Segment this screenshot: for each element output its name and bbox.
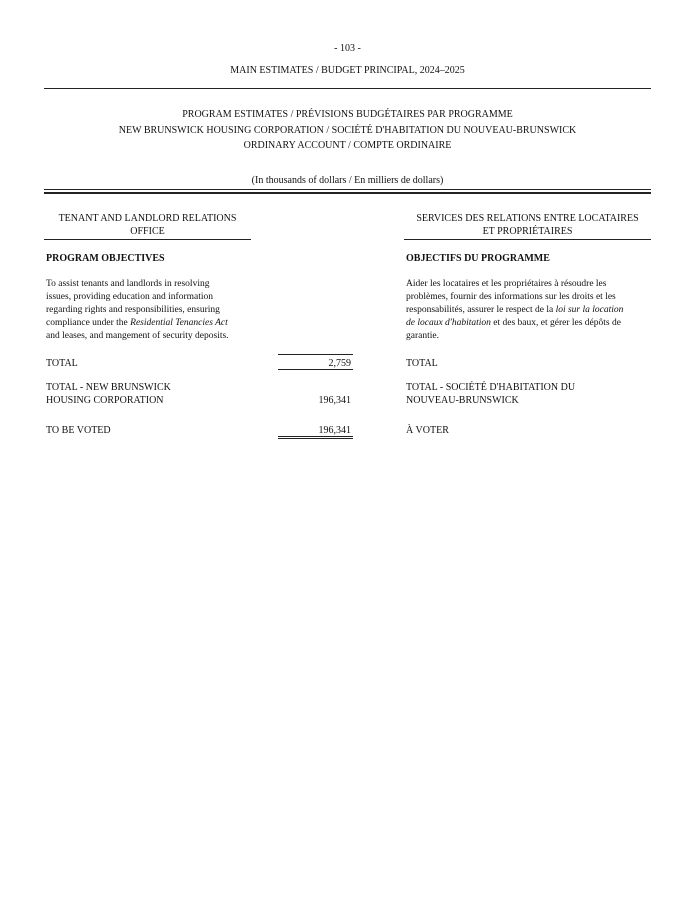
voted-label-en: TO BE VOTED [46, 425, 111, 436]
corp-total-label-fr [406, 381, 575, 407]
objectives-text-fr [406, 278, 651, 343]
total-label-fr: TOTAL [406, 358, 438, 369]
section-heading-en [44, 212, 251, 240]
voted-label-fr: À VOTER [406, 425, 449, 436]
section-heading-en-line2: OFFICE [130, 226, 165, 237]
objectives-text-en [46, 278, 276, 343]
objectives-en-text: compliance under the [46, 318, 131, 328]
total-bottom-rule [278, 369, 353, 370]
units-divider-bottom [44, 192, 651, 194]
section-heading-fr-line1: SERVICES DES RELATIONS ENTRE LOCATAIRES [416, 213, 639, 224]
objectives-fr-text: responsabilités, assurer le respect de la [406, 305, 556, 315]
act-name-fr-part1: loi sur la location [555, 305, 624, 315]
corp-total-fr-line1: TOTAL - SOCIÉTÉ D'HABITATION DU [406, 382, 576, 393]
corp-total-label-en [46, 381, 171, 407]
objectives-en-line: issues, providing education and information [46, 292, 214, 302]
total-value: 2,759 [328, 358, 351, 369]
units-divider-top [44, 189, 651, 190]
voted-rule-1 [278, 436, 353, 437]
objectives-fr-line [406, 304, 651, 317]
objectives-title-en: PROGRAM OBJECTIVES [46, 253, 165, 264]
objectives-en-line: To assist tenants and landlords in resolving [46, 279, 210, 289]
objectives-fr-line [406, 317, 651, 330]
objectives-fr-text: et des baux, et gérer les dépôts de [490, 318, 621, 328]
heading-program-estimates: PROGRAM ESTIMATES / PRÉVISIONS BUDGÉTAIRES PAR PROGRAMME [182, 109, 513, 120]
act-name-fr-part2: de locaux d'habitation [406, 318, 491, 328]
units-note: (In thousands of dollars / En milliers de dollars) [251, 175, 444, 186]
heading-corporation: NEW BRUNSWICK HOUSING CORPORATION / SOCIÉTÉ D'HABITATION DU NOUVEAU-BRUNSWICK [118, 125, 577, 136]
total-label-en: TOTAL [46, 358, 78, 369]
objectives-title-fr: OBJECTIFS DU PROGRAMME [406, 253, 550, 264]
heading-ordinary-account: ORDINARY ACCOUNT / COMPTE ORDINAIRE [243, 140, 452, 151]
corp-total-fr-line2: NOUVEAU-BRUNSWICK [406, 395, 519, 406]
voted-value: 196,341 [318, 425, 351, 436]
header-divider [44, 88, 651, 89]
section-heading-fr [404, 212, 651, 240]
objectives-en-line [46, 317, 276, 330]
section-heading-en-line1: TENANT AND LANDLORD RELATIONS [58, 213, 237, 224]
act-name-en: Residential Tenancies Act [130, 318, 228, 328]
voted-rule-2 [278, 438, 353, 439]
corp-total-en-line1: TOTAL - NEW BRUNSWICK [46, 382, 171, 393]
objectives-fr-line: garantie. [406, 331, 439, 341]
section-heading-fr-line2: ET PROPRIÉTAIRES [482, 226, 573, 237]
objectives-fr-line: problèmes, fournir des informations sur les droits et les [406, 292, 616, 302]
corp-total-value: 196,341 [318, 395, 351, 406]
total-top-rule [278, 354, 353, 355]
corp-total-en-line2: HOUSING CORPORATION [46, 395, 164, 406]
objectives-fr-line: Aider les locataires et les propriétaires à résoudre les [406, 279, 607, 289]
report-title: MAIN ESTIMATES / BUDGET PRINCIPAL, 2024–2025 [230, 65, 465, 76]
objectives-en-line: and leases, and mangement of security deposits. [46, 331, 229, 341]
page-number: - 103 - [334, 43, 361, 54]
objectives-en-line: regarding rights and responsibilities, ensuring [46, 305, 220, 315]
